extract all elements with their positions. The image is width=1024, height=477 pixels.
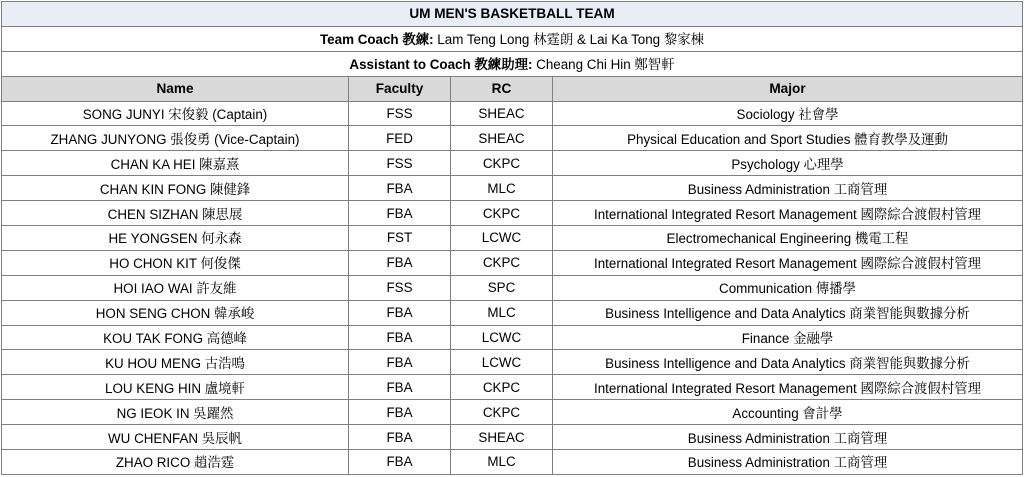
table-row	[2, 101, 1023, 126]
cell-faculty: FBA	[349, 176, 451, 201]
cell-faculty: FBA	[349, 425, 451, 450]
cell-name: CHEN SIZHAN 陳思展	[2, 201, 349, 226]
cell-name: HO CHON KIT 何俊傑	[2, 250, 349, 275]
cell-faculty: FBA	[349, 350, 451, 375]
cell-faculty: FBA	[349, 450, 451, 475]
cell-faculty: FBA	[349, 375, 451, 400]
cell-rc: MLC	[451, 176, 553, 201]
coach-row	[2, 26, 1023, 51]
coach-cell	[2, 26, 1023, 51]
cell-major: International Integrated Resort Management 國際綜合渡假村管理	[553, 201, 1023, 226]
cell-rc: CKPC	[451, 201, 553, 226]
assistant-row	[2, 51, 1023, 76]
cell-name: CHAN KA HEI 陳嘉熹	[2, 151, 349, 176]
table-row	[2, 325, 1023, 350]
column-header-row	[2, 76, 1023, 101]
table-row	[2, 275, 1023, 300]
cell-rc: SHEAC	[451, 126, 553, 151]
cell-rc: SPC	[451, 275, 553, 300]
cell-major: Business Intelligence and Data Analytics 商業智能與數據分析	[553, 300, 1023, 325]
cell-faculty: FST	[349, 226, 451, 251]
table-row	[2, 151, 1023, 176]
cell-major: Finance 金融學	[553, 325, 1023, 350]
cell-major: Communication 傳播學	[553, 275, 1023, 300]
cell-major: Business Administration 工商管理	[553, 425, 1023, 450]
cell-major: Psychology 心理學	[553, 151, 1023, 176]
cell-major: International Integrated Resort Management 國際綜合渡假村管理	[553, 375, 1023, 400]
cell-rc: LCWC	[451, 226, 553, 251]
cell-rc: LCWC	[451, 325, 553, 350]
cell-rc: CKPC	[451, 250, 553, 275]
cell-major: Business Administration 工商管理	[553, 450, 1023, 475]
cell-name: NG IEOK IN 吳躍然	[2, 400, 349, 425]
table-row	[2, 400, 1023, 425]
cell-faculty: FBA	[349, 250, 451, 275]
assistant-cell	[2, 51, 1023, 76]
cell-rc: SHEAC	[451, 101, 553, 126]
cell-rc: MLC	[451, 450, 553, 475]
header-name: Name	[2, 76, 349, 101]
cell-rc: SHEAC	[451, 425, 553, 450]
cell-name: ZHANG JUNYONG 張俊勇 (Vice-Captain)	[2, 126, 349, 151]
table-row	[2, 201, 1023, 226]
table-row	[2, 250, 1023, 275]
cell-rc: CKPC	[451, 151, 553, 176]
coach-value: Lam Teng Long 林霆朗 & Lai Ka Tong 黎家棟	[433, 32, 705, 48]
cell-faculty: FSS	[349, 151, 451, 176]
assistant-value: Cheang Chi Hin 鄭智軒	[532, 57, 675, 73]
title-row	[2, 2, 1023, 27]
table-row	[2, 450, 1023, 475]
cell-rc: CKPC	[451, 400, 553, 425]
cell-faculty: FBA	[349, 325, 451, 350]
cell-faculty: FSS	[349, 101, 451, 126]
cell-major: Business Administration 工商管理	[553, 176, 1023, 201]
table-row	[2, 375, 1023, 400]
cell-major: International Integrated Resort Management 國際綜合渡假村管理	[553, 250, 1023, 275]
cell-faculty: FSS	[349, 275, 451, 300]
table-row	[2, 425, 1023, 450]
cell-rc: CKPC	[451, 375, 553, 400]
cell-rc: MLC	[451, 300, 553, 325]
cell-faculty: FBA	[349, 201, 451, 226]
cell-name: HON SENG CHON 韓承峻	[2, 300, 349, 325]
header-rc: RC	[451, 76, 553, 101]
coach-label: Team Coach 教練:	[319, 32, 434, 48]
cell-name: WU CHENFAN 吳辰帆	[2, 425, 349, 450]
cell-faculty: FED	[349, 126, 451, 151]
cell-major: Electromechanical Engineering 機電工程	[553, 226, 1023, 251]
table-row	[2, 226, 1023, 251]
cell-name: KOU TAK FONG 高德峰	[2, 325, 349, 350]
roster-body	[2, 2, 1023, 475]
table-row	[2, 350, 1023, 375]
cell-rc: LCWC	[451, 350, 553, 375]
cell-faculty: FBA	[349, 400, 451, 425]
cell-name: HE YONGSEN 何永森	[2, 226, 349, 251]
header-major: Major	[553, 76, 1023, 101]
cell-name: ZHAO RICO 趙浩霆	[2, 450, 349, 475]
cell-major: Accounting 會計學	[553, 400, 1023, 425]
cell-name: KU HOU MENG 古浩鳴	[2, 350, 349, 375]
table-row	[2, 176, 1023, 201]
cell-major: Business Intelligence and Data Analytics 商業智能與數據分析	[553, 350, 1023, 375]
team-title: UM MEN'S BASKETBALL TEAM	[2, 2, 1023, 27]
cell-major: Physical Education and Sport Studies 體育教學及運動	[553, 126, 1023, 151]
cell-faculty: FBA	[349, 300, 451, 325]
cell-name: CHAN KIN FONG 陳健鋒	[2, 176, 349, 201]
cell-major: Sociology 社會學	[553, 101, 1023, 126]
header-faculty: Faculty	[349, 76, 451, 101]
cell-name: SONG JUNYI 宋俊毅 (Captain)	[2, 101, 349, 126]
table-row	[2, 126, 1023, 151]
cell-name: HOI IAO WAI 許友維	[2, 275, 349, 300]
assistant-label: Assistant to Coach 教練助理:	[349, 57, 533, 73]
table-row	[2, 300, 1023, 325]
cell-name: LOU KENG HIN 盧境軒	[2, 375, 349, 400]
team-roster-table	[1, 1, 1023, 475]
